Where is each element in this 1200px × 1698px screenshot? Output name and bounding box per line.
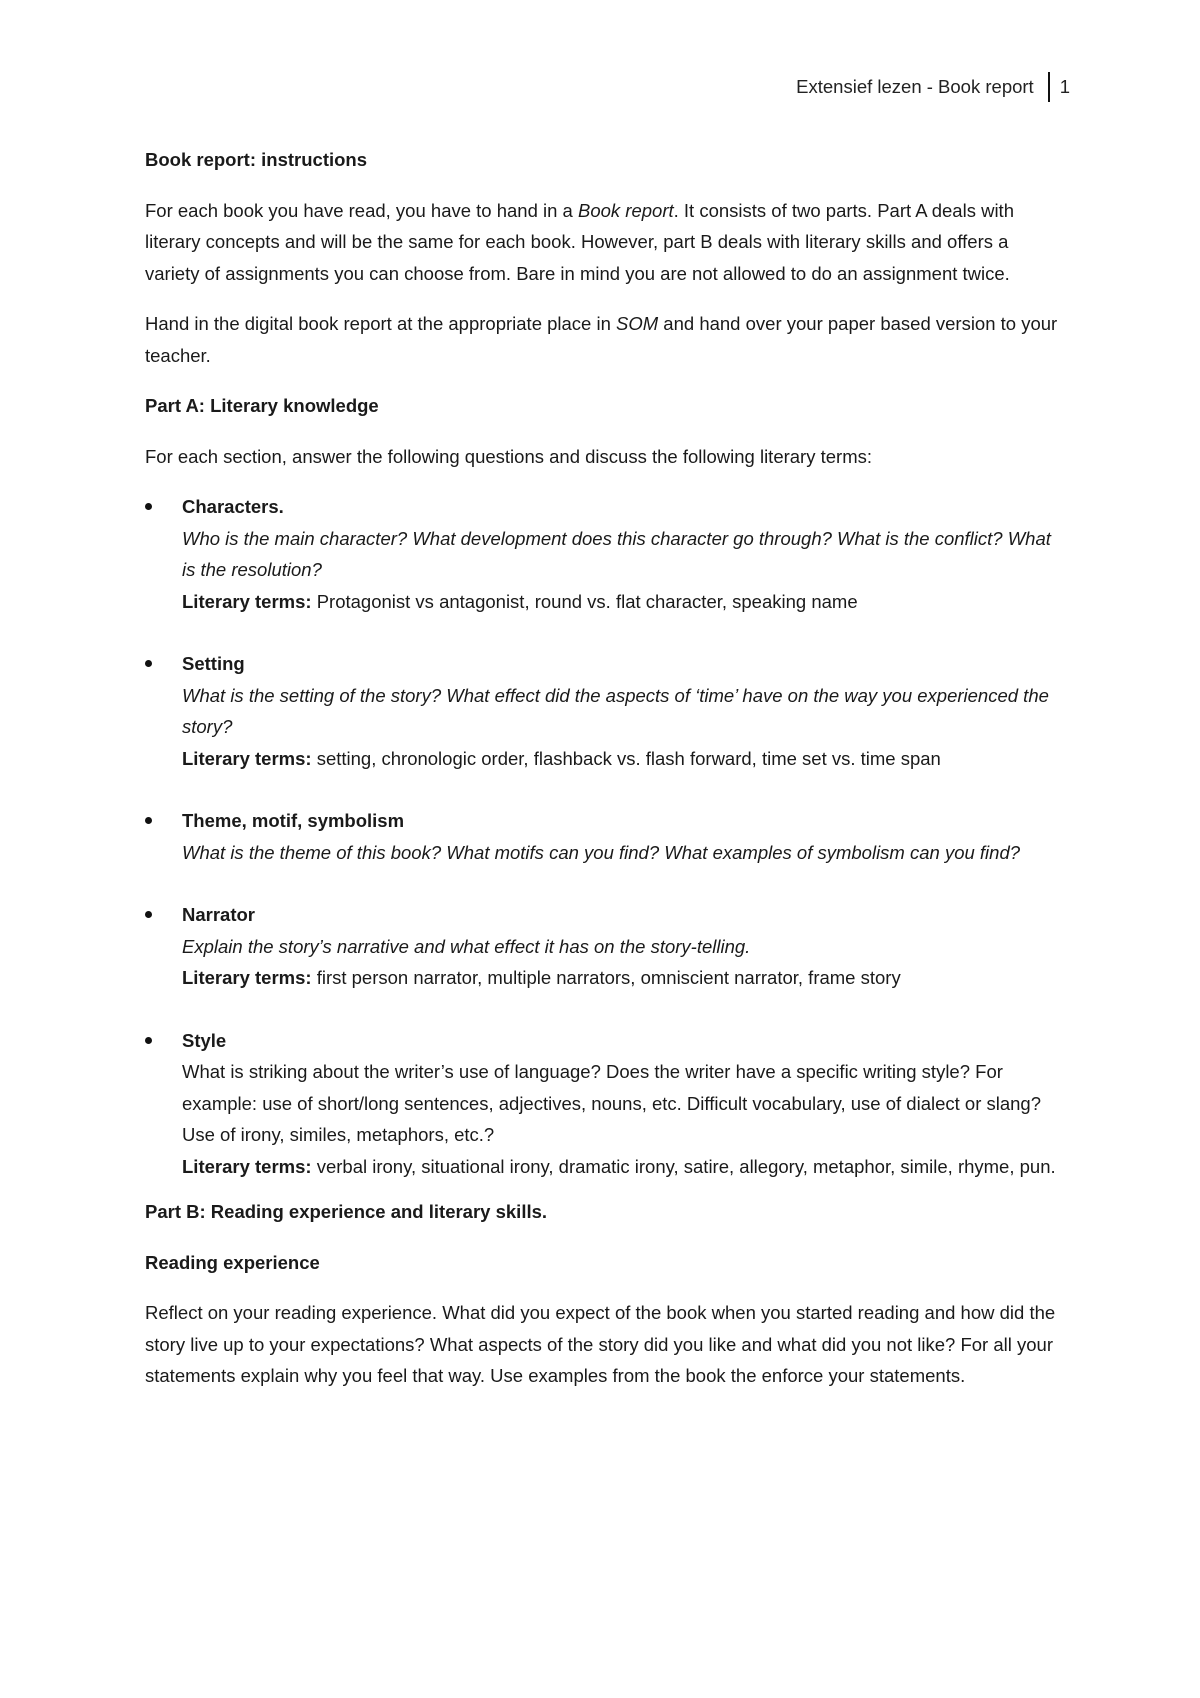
terms-label: Literary terms: xyxy=(182,967,312,988)
running-header xyxy=(796,72,1070,102)
terms-list: Protagonist vs antagonist, round vs. flat character, speaking name xyxy=(311,590,858,612)
hand-in-text-1: Hand in the digital book report at the appropriate place in xyxy=(145,313,617,334)
section-terms xyxy=(182,1151,1065,1183)
section-question: Explain the story’s narrative and what effect it has on the story-telling. xyxy=(182,935,751,957)
terms-label: Literary terms: xyxy=(182,1155,312,1177)
bullet-icon xyxy=(145,1037,152,1044)
bullet-icon xyxy=(145,817,152,824)
bullet-icon xyxy=(145,660,152,667)
section-description: What is striking about the writer’s use of language? Does the writer have a specific writing style? For example: use of short/long sentences, adjectives, nouns, etc. Difficult vocabulary, use of dialect or slang? Use of irony, similes, metaphors, etc.? xyxy=(182,1061,1042,1145)
terms-label: Literary terms: xyxy=(182,590,312,612)
instructions-heading: Book report: instructions xyxy=(145,149,368,170)
section-question: Who is the main character? What development does this character go through? What is the conflict? What is the resolution? xyxy=(182,527,1051,580)
section-terms xyxy=(182,743,1065,775)
terms-list: verbal irony, situational irony, dramatic irony, satire, allegory, metaphor, simile, rhyme, pun. xyxy=(311,1155,1056,1177)
terms-list: setting, chronologic order, flashback vs. flash forward, time set vs. time span xyxy=(311,747,941,769)
section-title: Characters. xyxy=(182,496,284,517)
bullet-icon xyxy=(145,911,152,918)
document-body xyxy=(145,144,1065,1411)
part-a-intro: For each section, answer the following questions and discuss the following literary terms: xyxy=(145,445,872,467)
intro-text-2: . It consists of two parts. Part A deals with literary concepts and will be the same for each book. However, part B deals with literary skills and offers a variety of assignments you can choose from. Bare in mind you are not allowed to do an assignment twice. xyxy=(145,199,1014,284)
section-narrator xyxy=(145,899,1065,994)
section-theme xyxy=(145,805,1065,868)
hand-in-paragraph xyxy=(145,308,1065,371)
section-title: Narrator xyxy=(182,904,255,925)
section-characters xyxy=(145,491,1065,617)
section-terms xyxy=(182,962,1065,994)
section-terms xyxy=(182,586,1065,618)
hand-in-text-2: and hand over your paper based version to your teacher. xyxy=(145,313,1058,366)
header-title: Extensief lezen - Book report xyxy=(796,76,1034,97)
page-number: 1 xyxy=(1059,76,1070,97)
reading-experience-heading: Reading experience xyxy=(145,1251,320,1273)
section-question: What is the theme of this book? What motifs can you find? What examples of symbolism can you find? xyxy=(182,841,1021,863)
hand-in-som-term: SOM xyxy=(616,313,659,334)
terms-list: first person narrator, multiple narrators, omniscient narrator, frame story xyxy=(311,967,901,988)
reading-experience-paragraph: Reflect on your reading experience. What did you expect of the book when you started reading and how did the story live up to your expectations? What aspects of the story did you like and what did you not like? For all your statements explain why you feel that way. Use examples from the book the enforce your statements. xyxy=(145,1302,1056,1386)
section-question: What is the setting of the story? What effect did the aspects of ‘time’ have on the way you experienced the story? xyxy=(182,684,1049,737)
section-title: Style xyxy=(182,1029,227,1051)
section-style xyxy=(145,1025,1065,1183)
section-title: Setting xyxy=(182,653,245,674)
literary-sections-list xyxy=(145,491,1065,1182)
part-b-heading: Part B: Reading experience and literary skills. xyxy=(145,1201,548,1222)
section-title: Theme, motif, symbolism xyxy=(182,810,405,831)
header-divider xyxy=(1048,72,1050,102)
intro-book-report-term: Book report xyxy=(578,199,674,221)
terms-label: Literary terms: xyxy=(182,747,312,769)
part-a-heading: Part A: Literary knowledge xyxy=(145,395,379,416)
bullet-icon xyxy=(145,503,152,510)
intro-paragraph xyxy=(145,195,1065,290)
intro-text-1: For each book you have read, you have to hand in a xyxy=(145,199,578,221)
section-setting xyxy=(145,648,1065,774)
